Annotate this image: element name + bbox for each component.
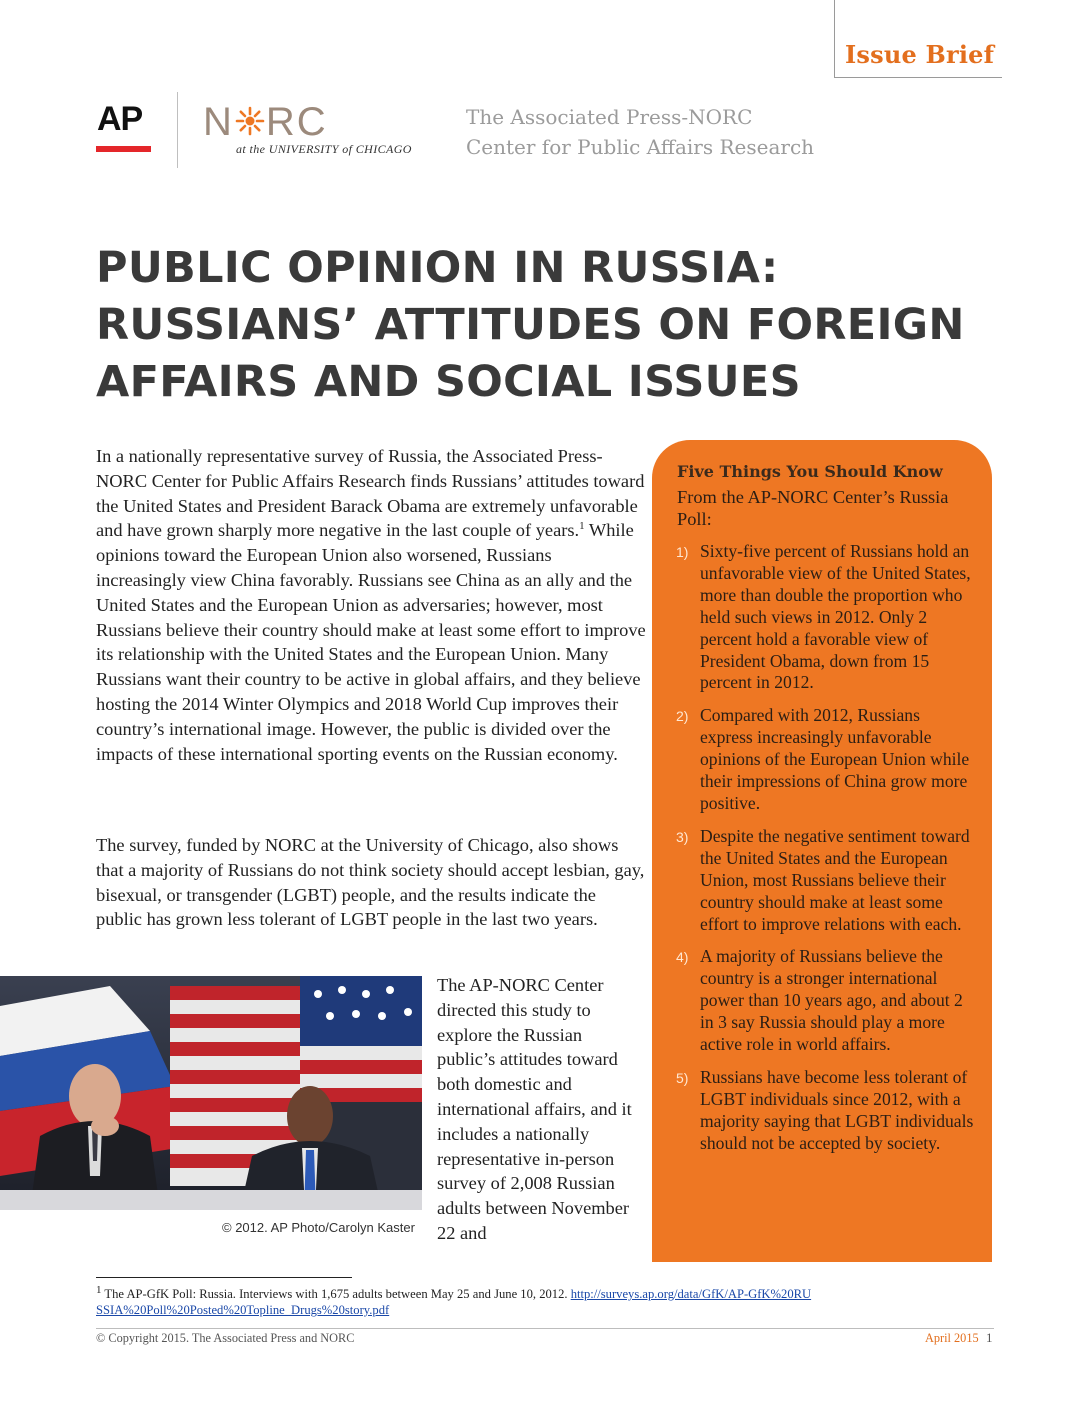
survey-paragraph: The survey, funded by NORC at the University of Chicago, also shows that a majority of Russians do not think society should accept lesbian, gay, bisexual, or transgender (LGBT) people, and the results indicate the public has grown less tolerant of LGBT people in the last two years. [96,835,645,930]
center-name-line2: Center for Public Affairs Research [466,135,815,159]
footnote-ref[interactable]: 1 [579,520,585,533]
sidebar-list [676,541,976,1166]
list-number: 2) [676,708,689,725]
footnote-marker: 1 [96,1283,102,1296]
norc-university-subtitle: at the UNIVERSITY of CHICAGO [236,142,412,156]
list-item [676,541,976,694]
intro-paragraph-part1: In a nationally representative survey of Russia, the Associated Press-NORC Center for Public Affairs Research finds Russians’ attitudes toward the United States and President Barack Obama are extremely unfavorable and have grown sharply more negative in the last couple of years. [96,446,645,541]
intro-paragraph-part2: While opinions toward the European Union also worsened, Russians increasingly view China favorably. Russians see China as an ally and the United States and the European Union as adversaries; however, most Russians believe their country should make at least some effort to improve its relationship with the United States and the European Union. Many Russians want their country to be active in global affairs, and they believe hosting the 2014 Winter Olympics and 2018 World Cup improves their country’s international image. However, the public is divided over the impacts of these international sporting events on the Russian economy. [96,520,646,764]
footer-copyright: © Copyright 2015. The Associated Press and NORC [96,1331,355,1345]
list-text: Sixty-five percent of Russians hold an unfavorable view of the United States, more than double the proportion who held such views in 2012. Only 2 percent hold a favorable view of President Obama, down from 15 percent in 2012. [700,541,971,693]
intro-paragraph [96,444,646,766]
ap-logo-red-bar [96,146,151,152]
footnote-link[interactable]: http://surveys.ap.org/data/GfK/AP-GfK%20RUSSIA%20Poll%20Posted%20Topline_Drugs%20story.pdf [96,1287,812,1317]
sidebar-intro: From the AP-NORC Center’s Russia Poll: [677,487,949,529]
norc-logo-letters [203,100,329,144]
list-text: Russians have become less tolerant of LGBT individuals since 2012, with a majority saying that LGBT individuals should not be accepted by society. [700,1066,974,1153]
list-text: A majority of Russians believe the country is a stronger international power than 10 years ago, and about 2 in 3 say Russia should play a more active role in world affairs. [700,946,963,1055]
list-number: 5) [676,1069,689,1086]
photo-caption: © 2012. AP Photo/Carolyn Kaster [222,1220,415,1235]
norc-logo-visual: N RC [203,100,328,144]
list-item [676,1067,976,1155]
putin-obama-photo [0,976,422,1210]
norc-sun-icon [235,106,265,136]
center-name-line1: The Associated Press-NORC [466,105,753,129]
list-text: Despite the negative sentiment toward the United States and the European Union, most Russians believe their country should make at least some effort to improve relations with each. [700,825,970,934]
page-title [96,240,996,411]
footer-date: April 2015 [925,1331,979,1345]
study-paragraph: The AP-NORC Center directed this study to explore the Russian public’s attitudes toward both domestic and international affairs, and it includes a nationally representative in-person survey of 2,008 Russian adults between November 22 and [437,975,632,1243]
title-line1: PUBLIC OPINION IN RUSSIA: [96,243,779,293]
photo-illustration [0,976,422,1210]
center-name [466,102,814,162]
footnote-text: The AP-GfK Poll: Russia. Interviews with 1,675 adults between May 25 and June 10, 2012. [101,1287,571,1301]
list-number: 4) [676,949,689,966]
sidebar-title: Five Things You Should Know [677,462,943,481]
tab-border-horizontal [834,77,1002,78]
tab-border-vertical [834,0,835,78]
footnote [96,1283,816,1318]
list-item [676,826,976,936]
list-number: 1) [676,544,689,560]
ap-logo: AP [97,100,143,138]
list-number: 3) [676,828,689,845]
title-line3: AFFAIRS AND SOCIAL ISSUES [96,357,801,407]
list-text: Compared with 2012, Russians express increasingly unfavorable opinions of the European Union while their impressions of China grow more positive. [700,705,970,813]
footnote-rule [96,1277,352,1278]
issue-brief-label: Issue Brief [845,40,995,69]
list-item [676,946,976,1056]
list-item [676,705,976,815]
logo-divider [177,92,178,168]
title-line2: RUSSIANS’ ATTITUDES ON FOREIGN [96,300,965,350]
page-number: 1 [986,1330,993,1345]
footer-rule [96,1328,994,1329]
norc-logo [203,100,328,144]
